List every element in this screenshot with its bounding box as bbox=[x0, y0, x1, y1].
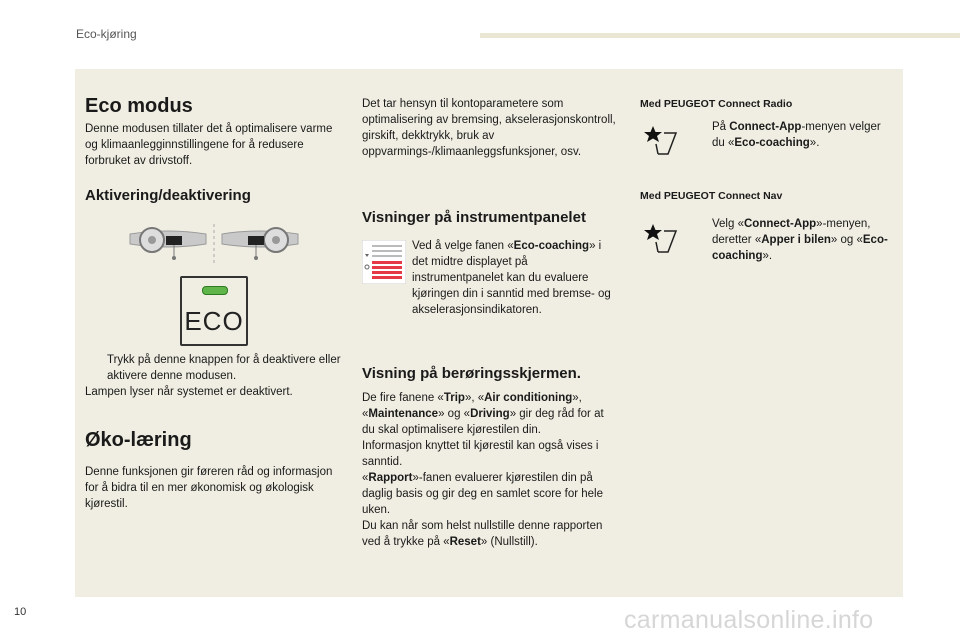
touch-hand-icon-radio bbox=[642, 124, 682, 160]
header-accent-bar bbox=[480, 33, 960, 38]
eco-button-label: ECO bbox=[184, 306, 244, 336]
watermark: carmanualsonline.info bbox=[624, 606, 874, 634]
steering-wheel-icons bbox=[128, 222, 300, 266]
touchscreen-title: Visning på berøringsskjermen. bbox=[362, 365, 581, 382]
steering-wheel-left-icon bbox=[130, 228, 206, 260]
press-text: Trykk på denne knappen for å deaktivere eller aktivere denne modusen. bbox=[107, 354, 341, 382]
eco-button[interactable] bbox=[180, 276, 248, 346]
connect-nav-title: Med PEUGEOT Connect Nav bbox=[640, 190, 783, 202]
connect-radio-title: Med PEUGEOT Connect Radio bbox=[640, 98, 793, 110]
oko-laering-title: Øko-læring bbox=[85, 429, 192, 451]
column-left bbox=[85, 94, 343, 169]
steering-wheel-right-icon bbox=[222, 228, 298, 260]
connect-radio-instruction: På Connect-App-menyen velger du «Eco-coaching». bbox=[712, 121, 881, 149]
touch-hand-icon-nav bbox=[642, 222, 682, 258]
page-number: 10 bbox=[14, 606, 27, 618]
activation-title: Aktivering/deaktivering bbox=[85, 187, 251, 204]
page-header-title: Eco-kjøring bbox=[76, 27, 137, 41]
lamp-text: Lampen lyser når systemet er deaktivert. bbox=[85, 386, 293, 398]
oko-laering-text: Denne funksjonen gir føreren råd og informasjon for å bidra til en mer økonomisk og økologisk kjørestil. bbox=[85, 466, 333, 510]
eco-mode-text: Denne modusen tillater det å optimalisere varme og klimaanlegginnstillingene for å redusere forbruket av drivstoff. bbox=[85, 123, 333, 167]
instrument-panel-title: Visninger på instrumentpanelet bbox=[362, 209, 586, 226]
press-button-instruction bbox=[85, 352, 343, 384]
eco-indicator-led bbox=[202, 286, 228, 295]
instrument-screen-icon bbox=[362, 240, 406, 284]
touchscreen-text: De fire fanene «Trip», «Air conditioning», «Maintenance» og «Driving» gir deg råd for at du skal optimalisere kjørestilen din. Informasjon knyttet til kjørestil kan også vises i sanntid. «Rapport»-fanen evaluerer kjørestilen din på daglig basis og gir deg en samlet score for hele uken. Du kan når som helst nullstille denne rapporten ved å trykke på «Reset» (Nullstill). bbox=[362, 392, 604, 548]
instrument-panel-text: Ved å velge fanen «Eco-coaching» i det midtre displayet på instrumentpanelet kan du evaluere kjøringen din i sanntid med bremse- og akselerasjonsindikatoren. bbox=[412, 240, 611, 316]
connect-nav-instruction: Velg «Connect-App»-menyen, deretter «Apper i bilen» og «Eco-coaching». bbox=[712, 218, 888, 262]
intro-text: Det tar hensyn til kontoparametere som optimalisering av bremsing, akselerasjonskontroll, girskift, dekktrykk, bruk av oppvarmings-/klimaanleggsfunksjoner, osv. bbox=[362, 98, 616, 158]
eco-mode-title: Eco modus bbox=[85, 95, 193, 117]
